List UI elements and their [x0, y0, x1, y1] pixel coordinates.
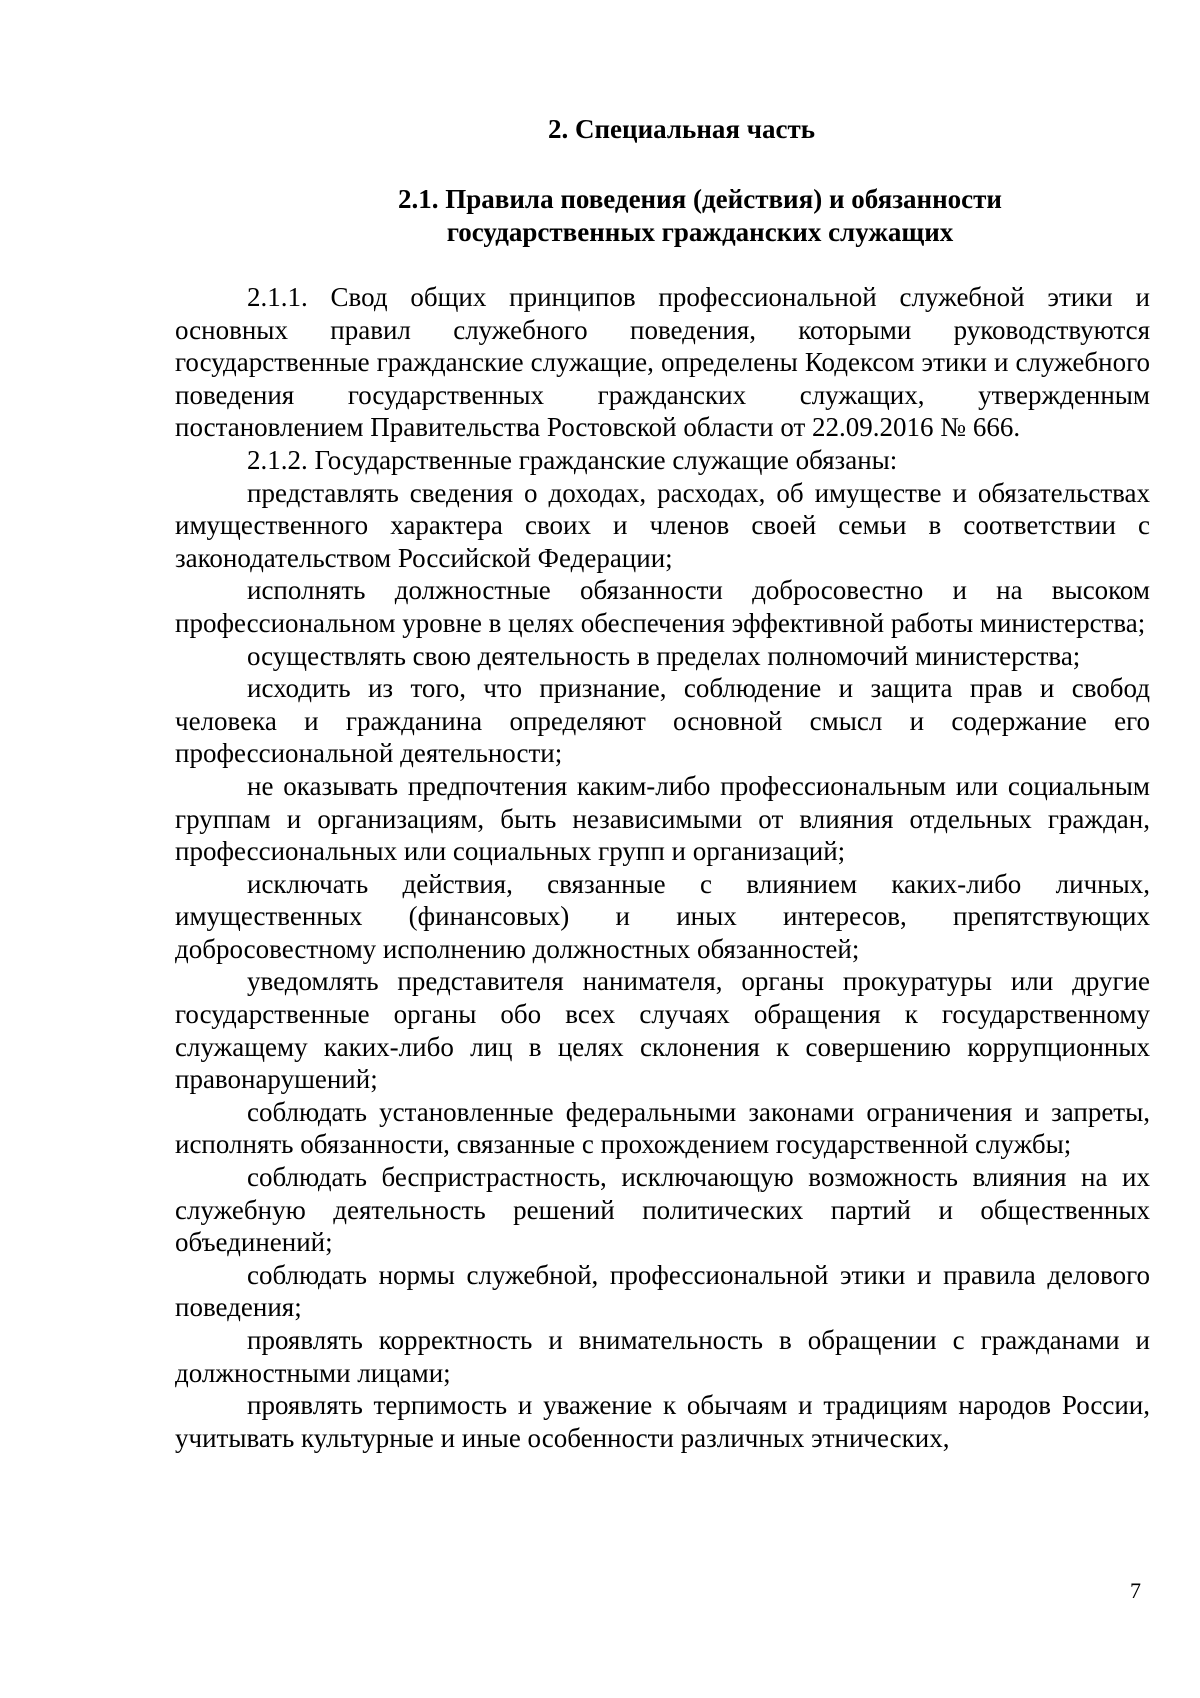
paragraph-2-1-1: 2.1.1. Свод общих принципов профессиональной служебной этики и основных правил служебного поведения, которыми руководствуются государственные гражданские служащие, определены Кодексом этики и служебного поведения государственных гражданских служащих, утвержденным постановлением Правительства Ростовской области от 22.09.2016 № 666.: [175, 282, 1150, 443]
subsection-title: [300, 183, 1100, 249]
list-item: проявлять терпимость и уважение к обычаям и традициям народов России, учитывать культурные и иные особенности различных этнических,: [175, 1390, 1150, 1453]
list-item: уведомлять представителя нанимателя, органы прокуратуры или другие государственные органы обо всех случаях обращения к государственному служащему каких-либо лиц в целях склонения к совершению коррупционных правонарушений;: [175, 966, 1150, 1095]
list-item: исходить из того, что признание, соблюдение и защита прав и свобод человека и гражданина определяют основной смысл и содержание его профессиональной деятельности;: [175, 673, 1150, 769]
list-item: не оказывать предпочтения каким-либо профессиональным или социальным группам и организациям, быть независимыми от влияния отдельных граждан, профессиональных или социальных групп и организаций;: [175, 770, 1150, 867]
body-text: [175, 281, 1150, 1454]
list-item: осуществлять свою деятельность в пределах полномочий министерства;: [247, 640, 1081, 671]
list-item: представлять сведения о доходах, расходах, об имуществе и обязательствах имущественного характера своих и членов своей семьи в соответствии с законодательством Российской Федерации;: [175, 477, 1150, 573]
paragraph-2-1-2: 2.1.2. Государственные гражданские служащие обязаны:: [247, 444, 898, 475]
subsection-title-line-2: государственных гражданских служащих: [446, 217, 954, 247]
list-item: соблюдать нормы служебной, профессиональной этики и правила делового поведения;: [175, 1259, 1150, 1323]
list-item: исполнять должностные обязанности добросовестно и на высоком профессиональном уровне в целях обеспечения эффективной работы министерства;: [175, 575, 1150, 638]
list-item: соблюдать установленные федеральными законами ограничения и запреты, исполнять обязанности, связанные с прохождением государственной службы;: [175, 1096, 1150, 1160]
section-title: 2. Специальная часть: [548, 114, 815, 144]
list-item: соблюдать беспристрастность, исключающую возможность влияния на их служебную деятельность решений политических партий и общественных объединений;: [175, 1162, 1150, 1258]
list-item: исключать действия, связанные с влиянием каких-либо личных, имущественных (финансовых) и иных интересов, препятствующих добросовестному исполнению должностных обязанностей;: [175, 868, 1150, 964]
list-item: проявлять корректность и внимательность в обращении с гражданами и должностными лицами;: [175, 1325, 1150, 1388]
page-number: 7: [1130, 1578, 1141, 1603]
subsection-title-line-1: 2.1. Правила поведения (действия) и обязанности: [398, 184, 1002, 214]
